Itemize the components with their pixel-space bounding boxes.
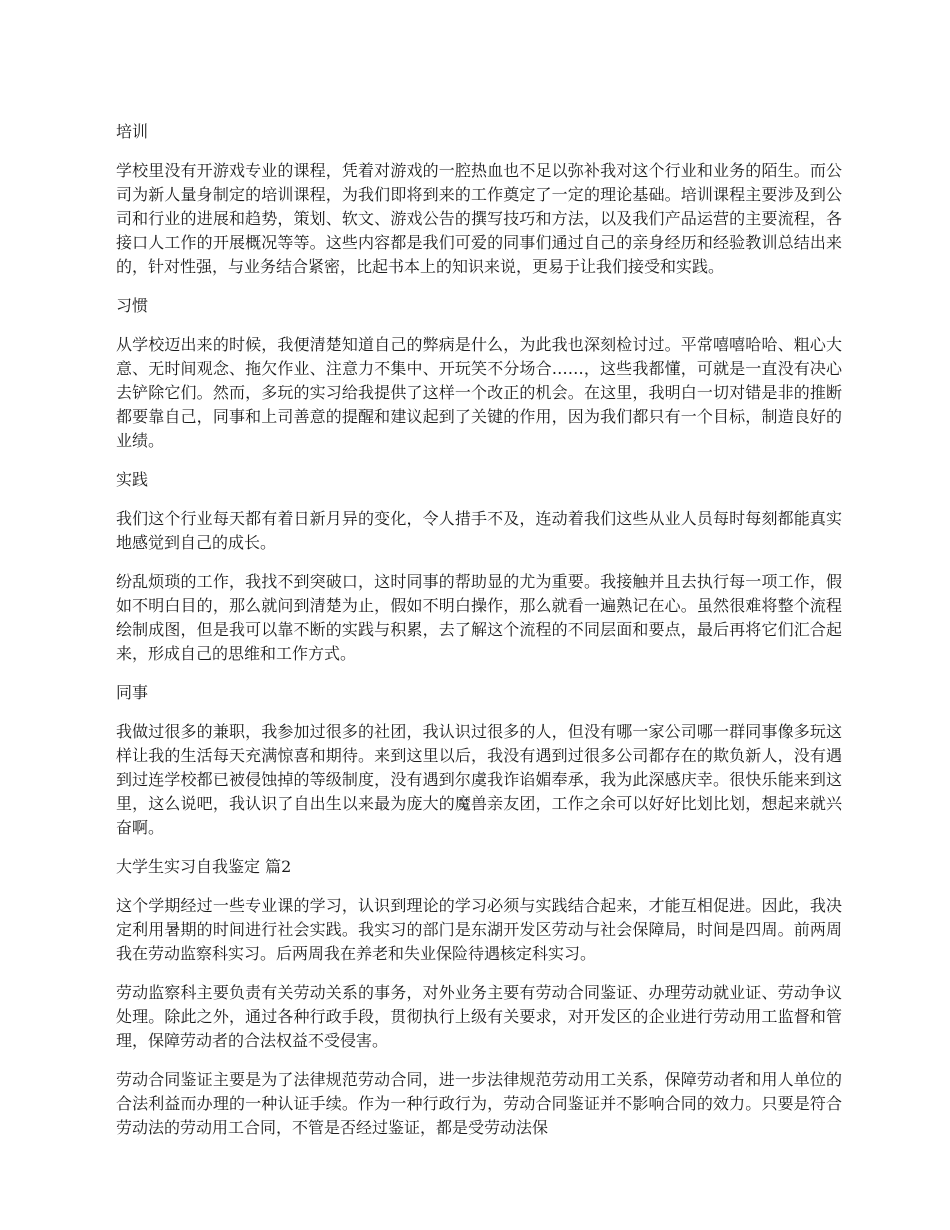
- section-heading-practice: 实践: [116, 470, 149, 489]
- paragraph-contract-verification: 劳动合同鉴证主要是为了法律规范劳动合同，进一步法律规范劳动用工关系，保障劳动者和用人单位的合法利益而办理的一种认证手续。作为一种行政行为，劳动合同鉴证并不影响合同的效力。只要是符合劳动法的劳动用工合同，不管是否经过鉴证，都是受劳动法保: [116, 1070, 842, 1137]
- section-heading-training: 培训: [116, 122, 149, 141]
- section-heading-habits: 习惯: [116, 296, 149, 315]
- paragraph-labor-inspection: 劳动监察科主要负责有关劳动关系的事务，对外业务主要有劳动合同鉴证、办理劳动就业证、劳动争议处理。除此之外，通过各种行政手段，贯彻执行上级有关要求，对开发区的企业进行劳动用工监督和管理，保障劳动者的合法权益不受侵害。: [116, 983, 842, 1050]
- section-heading-part-2: 大学生实习自我鉴定 篇2: [116, 857, 292, 876]
- paragraph-training: 学校里没有开游戏专业的课程，凭着对游戏的一腔热血也不足以弥补我对这个行业和业务的陌生。而公司为新人量身制定的培训课程，为我们即将到来的工作奠定了一定的理论基础。培训课程主要涉及到公司和行业的进展和趋势，策划、软文、游戏公告的撰写技巧和方法，以及我们产品运营的主要流程，各接口人工作的开展概况等等。这些内容都是我们可爱的同事们通过自己的亲身经历和经验教训总结出来的，针对性强，与业务结合紧密，比起书本上的知识来说，更易于让我们接受和实践。: [116, 161, 842, 276]
- document-page: [116, 120, 842, 1155]
- paragraph-practice-1: 我们这个行业每天都有着日新月异的变化，令人措手不及，连动着我们这些从业人员每时每刻都能真实地感觉到自己的成长。: [116, 509, 842, 552]
- paragraph-part2-intro: 这个学期经过一些专业课的学习，认识到理论的学习必须与实践结合起来，才能互相促进。因此，我决定利用暑期的时间进行社会实践。我实习的部门是东湖开发区劳动与社会保障局，时间是四周。前两周我在劳动监察科实习。后两周我在养老和失业保险待遇核定科实习。: [116, 896, 842, 963]
- section-heading-colleagues: 同事: [116, 683, 149, 702]
- paragraph-habits: 从学校迈出来的时候，我便清楚知道自己的弊病是什么，为此我也深刻检讨过。平常嘻嘻哈哈、粗心大意、无时间观念、拖欠作业、注意力不集中、开玩笑不分场合……，这些我都懂，可就是一直没有决心去铲除它们。然而，多玩的实习给我提供了这样一个改正的机会。在这里，我明白一切对错是非的推断都要靠自己，同事和上司善意的提醒和建议起到了关键的作用，因为我们都只有一个目标，制造良好的业绩。: [116, 335, 842, 450]
- paragraph-colleagues: 我做过很多的兼职，我参加过很多的社团，我认识过很多的人，但没有哪一家公司哪一群同事像多玩这样让我的生活每天充满惊喜和期待。来到这里以后，我没有遇到过很多公司都存在的欺负新人，没有遇到过连学校都已被侵蚀掉的等级制度，没有遇到尔虞我诈谄媚奉承，我为此深感庆幸。很快乐能来到这里，这么说吧，我认识了自出生以来最为庞大的魔兽亲友团，工作之余可以好好比划比划，想起来就兴奋啊。: [116, 722, 842, 837]
- paragraph-practice-2: 纷乱烦琐的工作，我找不到突破口，这时同事的帮助显的尤为重要。我接触并且去执行每一项工作，假如不明白目的，那么就问到清楚为止，假如不明白操作，那么就看一遍熟记在心。虽然很难将整个流程绘制成图，但是我可以靠不断的实践与积累，去了解这个流程的不同层面和要点，最后再将它们汇合起来，形成自己的思维和工作方式。: [116, 572, 842, 663]
